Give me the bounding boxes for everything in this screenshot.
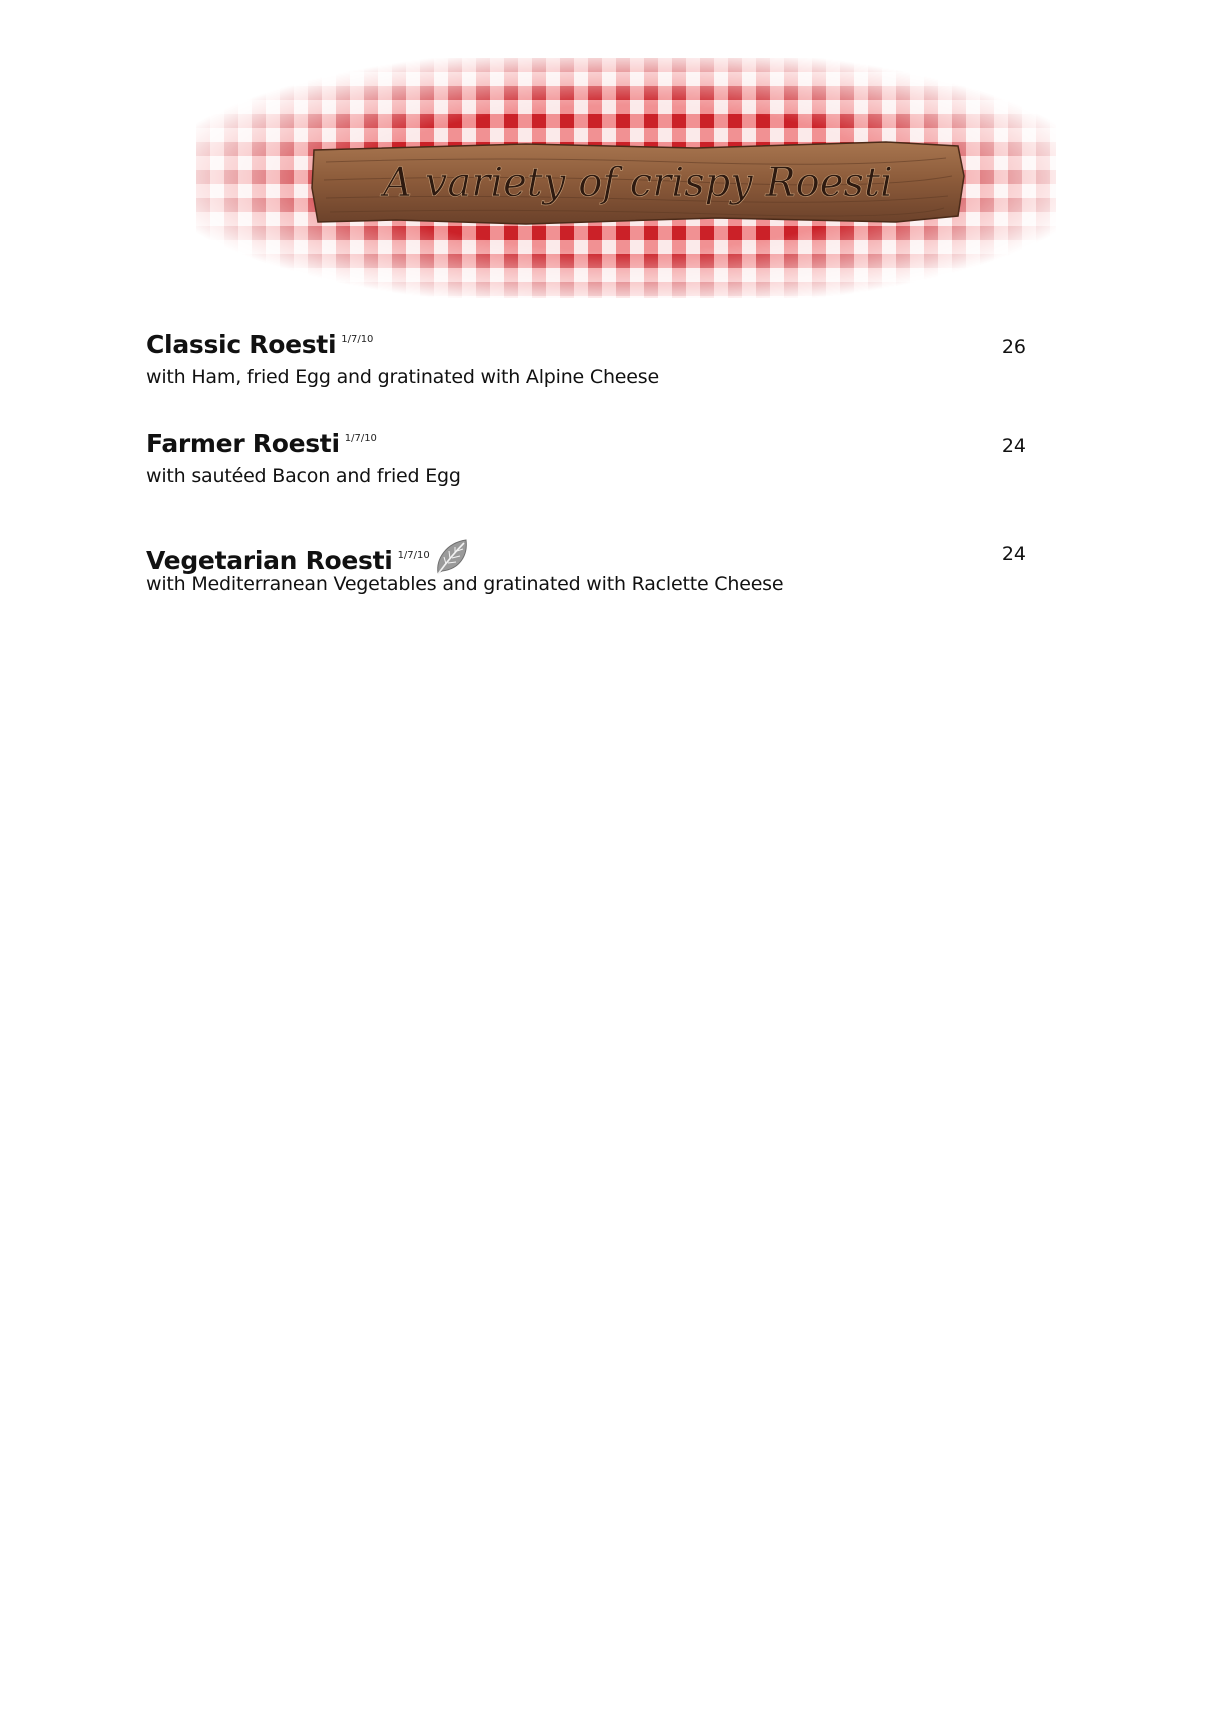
menu-item (146, 429, 1026, 487)
item-allergens: 1/7/10 (341, 334, 374, 345)
item-price: 26 (1001, 336, 1026, 358)
item-allergens: 1/7/10 (344, 433, 377, 444)
menu-item (146, 537, 1026, 595)
item-price: 24 (1001, 435, 1026, 457)
item-description: with Ham, fried Egg and gratinated with Alpine Cheese (146, 366, 659, 388)
item-name: Vegetarian Roesti (146, 546, 393, 575)
item-allergens: 1/7/10 (397, 550, 430, 561)
banner-title: A variety of crispy Roesti (383, 160, 893, 206)
item-name: Farmer Roesti (146, 429, 340, 458)
item-name: Classic Roesti (146, 330, 337, 359)
menu-item (146, 330, 1026, 388)
item-description: with sautéed Bacon and fried Egg (146, 465, 461, 487)
leaf-icon (434, 537, 470, 577)
banner-illustration (196, 58, 1056, 298)
item-description: with Mediterranean Vegetables and gratinated with Raclette Cheese (146, 573, 784, 595)
item-price: 24 (1001, 543, 1026, 565)
header-banner (196, 58, 1056, 298)
